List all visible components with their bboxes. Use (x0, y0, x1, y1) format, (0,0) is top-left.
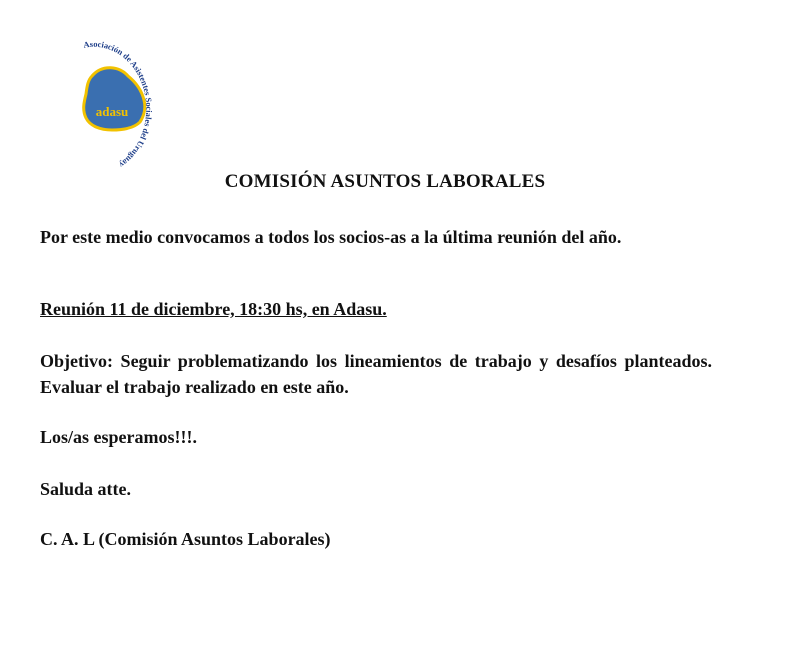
document-title: COMISIÓN ASUNTOS LABORALES (224, 171, 546, 192)
adasu-logo (62, 36, 182, 182)
logo-inner-text: adasu (95, 104, 129, 119)
logo-ring-text: Asociación de Asistentes Sociales del Uruguay (82, 39, 154, 170)
meeting-details: Reunión 11 de diciembre, 18:30 hs, en Adasu. (40, 299, 387, 319)
uruguay-map-shape (84, 68, 145, 130)
intro-paragraph: Por este medio convocamos a todos los socios-as a la última reunión del año. (40, 227, 622, 247)
greeting-line: Saluda atte. (40, 479, 132, 499)
objective-paragraph: Objetivo: Seguir problematizando los lineamientos de trabajo y desafíos planteados. Evaluar el trabajo realizado en este año. (40, 351, 712, 397)
closing-line: Los/as esperamos!!!. (40, 427, 197, 447)
signature-line: C. A. L (Comisión Asuntos Laborales) (40, 529, 331, 549)
